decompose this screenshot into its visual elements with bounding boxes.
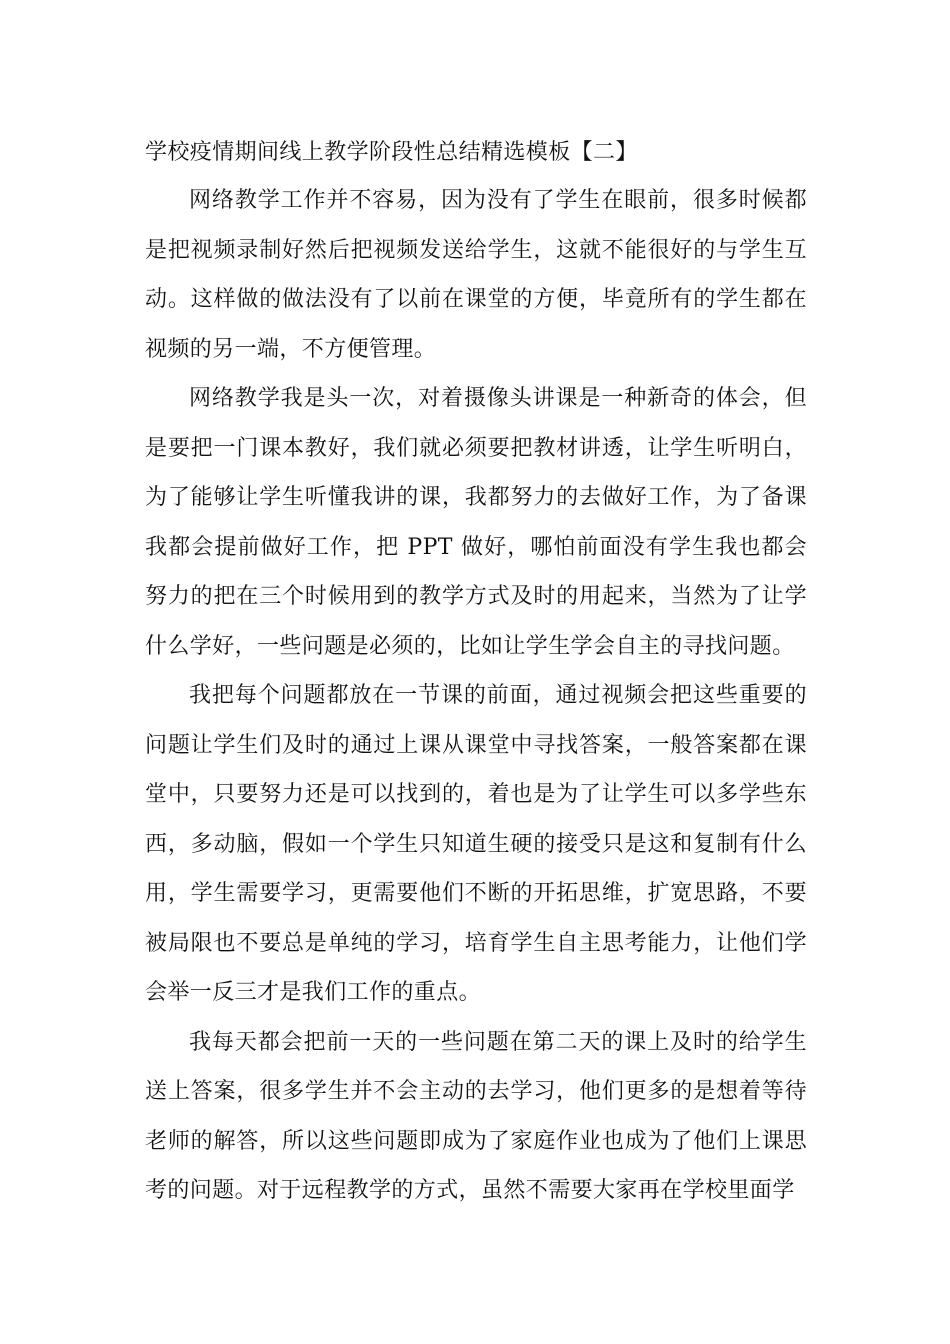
paragraph-3: 我把每个问题都放在一节课的前面，通过视频会把这些重要的问题让学生们及时的通过上课从课堂中寻找答案，一般答案都在课堂中，只要努力还是可以找到的，着也是为了让学生可以多学些东西，多动脑，假如一个学生只知道生硬的接受只是这和复制有什么用，学生需要学习，更需要他们不断的开拓思维，扩宽思路，不要被局限也不要总是单纯的学习，培育学生自主思考能力，让他们学会举一反三才是我们工作的重点。 (145, 683, 807, 1005)
paragraph-2: 网络教学我是头一次，对着摄像头讲课是一种新奇的体会，但是要把一门课本教好，我们就必须要把教材讲透，让学生听明白，为了能够让学生听懂我讲的课，我都努力的去做好工作，为了备课我都会提前做好工作，把 PPT 做好，哪怕前面没有学生我也都会努力的把在三个时候用到的教学方式及时的用起来，当然为了让学什么学好，一些问题是必须的，比如让学生学会自主的寻找问题。 (145, 386, 807, 659)
document-title: 学校疫情期间线上教学阶段性总结精选模板【二】 (145, 140, 638, 165)
paragraph-4: 我每天都会把前一天的一些问题在第二天的课上及时的给学生送上答案，很多学生并不会主动的去学习，他们更多的是想着等待老师的解答，所以这些问题即成为了家庭作业也成为了他们上课思考的问题。对于远程教学的方式，虽然不需要大家再在学校里面学 (145, 1029, 807, 1203)
paragraph-1: 网络教学工作并不容易，因为没有了学生在眼前，很多时候都是把视频录制好然后把视频发送给学生，这就不能很好的与学生互动。这样做的做法没有了以前在课堂的方便，毕竟所有的学生都在视频的另一端，不方便管理。 (145, 188, 807, 362)
document-body (145, 130, 807, 1216)
